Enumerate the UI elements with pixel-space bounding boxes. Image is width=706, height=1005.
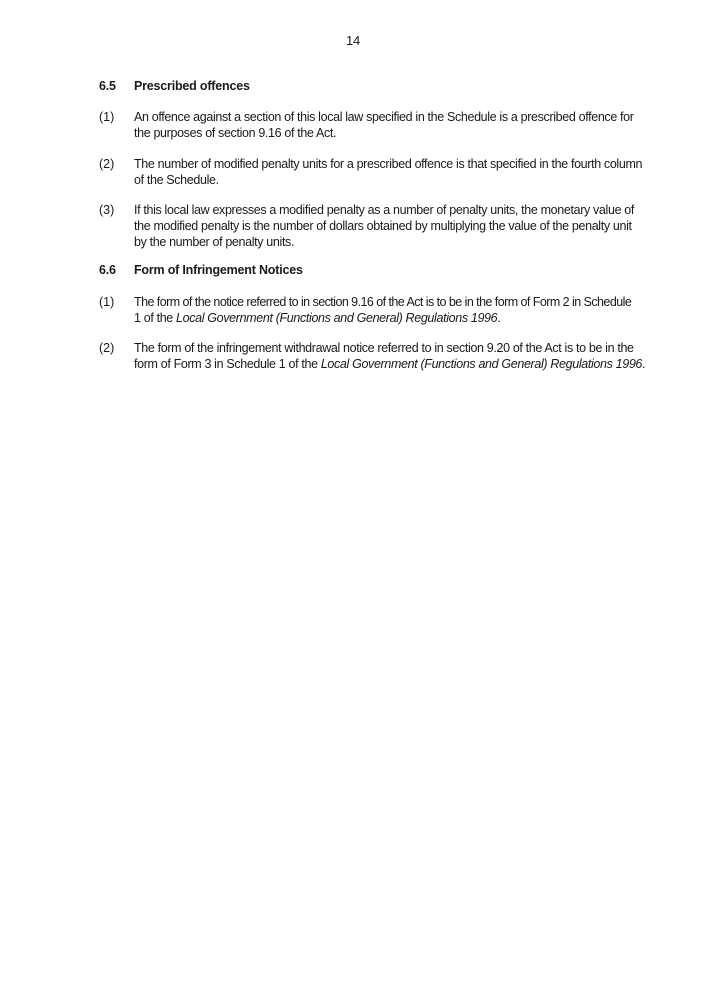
section-heading-6-6 (99, 263, 303, 277)
section-heading-6-5 (99, 79, 250, 93)
paragraph-text (134, 294, 632, 326)
section-title: Prescribed offences (134, 79, 250, 93)
text-line: the purposes of section 9.16 of the Act. (134, 126, 337, 140)
text-line (134, 310, 609, 326)
text-line: An offence against a section of this local law specified in the Schedule is a prescribed offence for (134, 110, 634, 124)
text-line: The number of modified penalty units for a prescribed offence is that specified in the fourth column (134, 157, 643, 171)
paragraph-marker: (2) (99, 157, 115, 171)
text-line: The form of the infringement withdrawal notice referred to in section 9.20 of the Act is to be in the (134, 341, 634, 355)
text-line: the modified penalty is the number of dollars obtained by multiplying the value of the penalty unit (134, 219, 632, 233)
text-line: The form of the notice referred to in section 9.16 of the Act is to be in the form of Form 2 in Schedule (134, 295, 632, 309)
text-line: of the Schedule. (134, 173, 219, 187)
section-number: 6.6 (99, 263, 116, 277)
regulation-title: Local Government (Functions and General) Regulations 1996 (320, 357, 643, 371)
text-line (134, 356, 646, 372)
paragraph-marker: (1) (99, 295, 115, 309)
paragraph-text (134, 109, 634, 141)
section-title: Form of Infringement Notices (134, 263, 303, 277)
paragraph-text (134, 156, 643, 188)
page-number: 14 (345, 33, 361, 48)
text-fragment: . (497, 311, 501, 325)
section-number: 6.5 (99, 79, 116, 93)
text-line: If this local law expresses a modified penalty as a number of penalty units, the monetary value of (134, 203, 635, 217)
text-line: by the number of penalty units. (134, 235, 295, 249)
text-fragment: 1 of the (134, 311, 177, 325)
paragraph-text (134, 202, 635, 250)
paragraph-text (134, 340, 646, 372)
regulation-title: Local Government (Functions and General) Regulations 1996 (176, 311, 498, 325)
paragraph-marker: (2) (99, 341, 115, 355)
text-fragment: form of Form 3 in Schedule 1 of the (134, 357, 321, 371)
paragraph-marker: (3) (99, 203, 115, 217)
paragraph-marker: (1) (99, 110, 115, 124)
text-fragment: . (642, 357, 646, 371)
